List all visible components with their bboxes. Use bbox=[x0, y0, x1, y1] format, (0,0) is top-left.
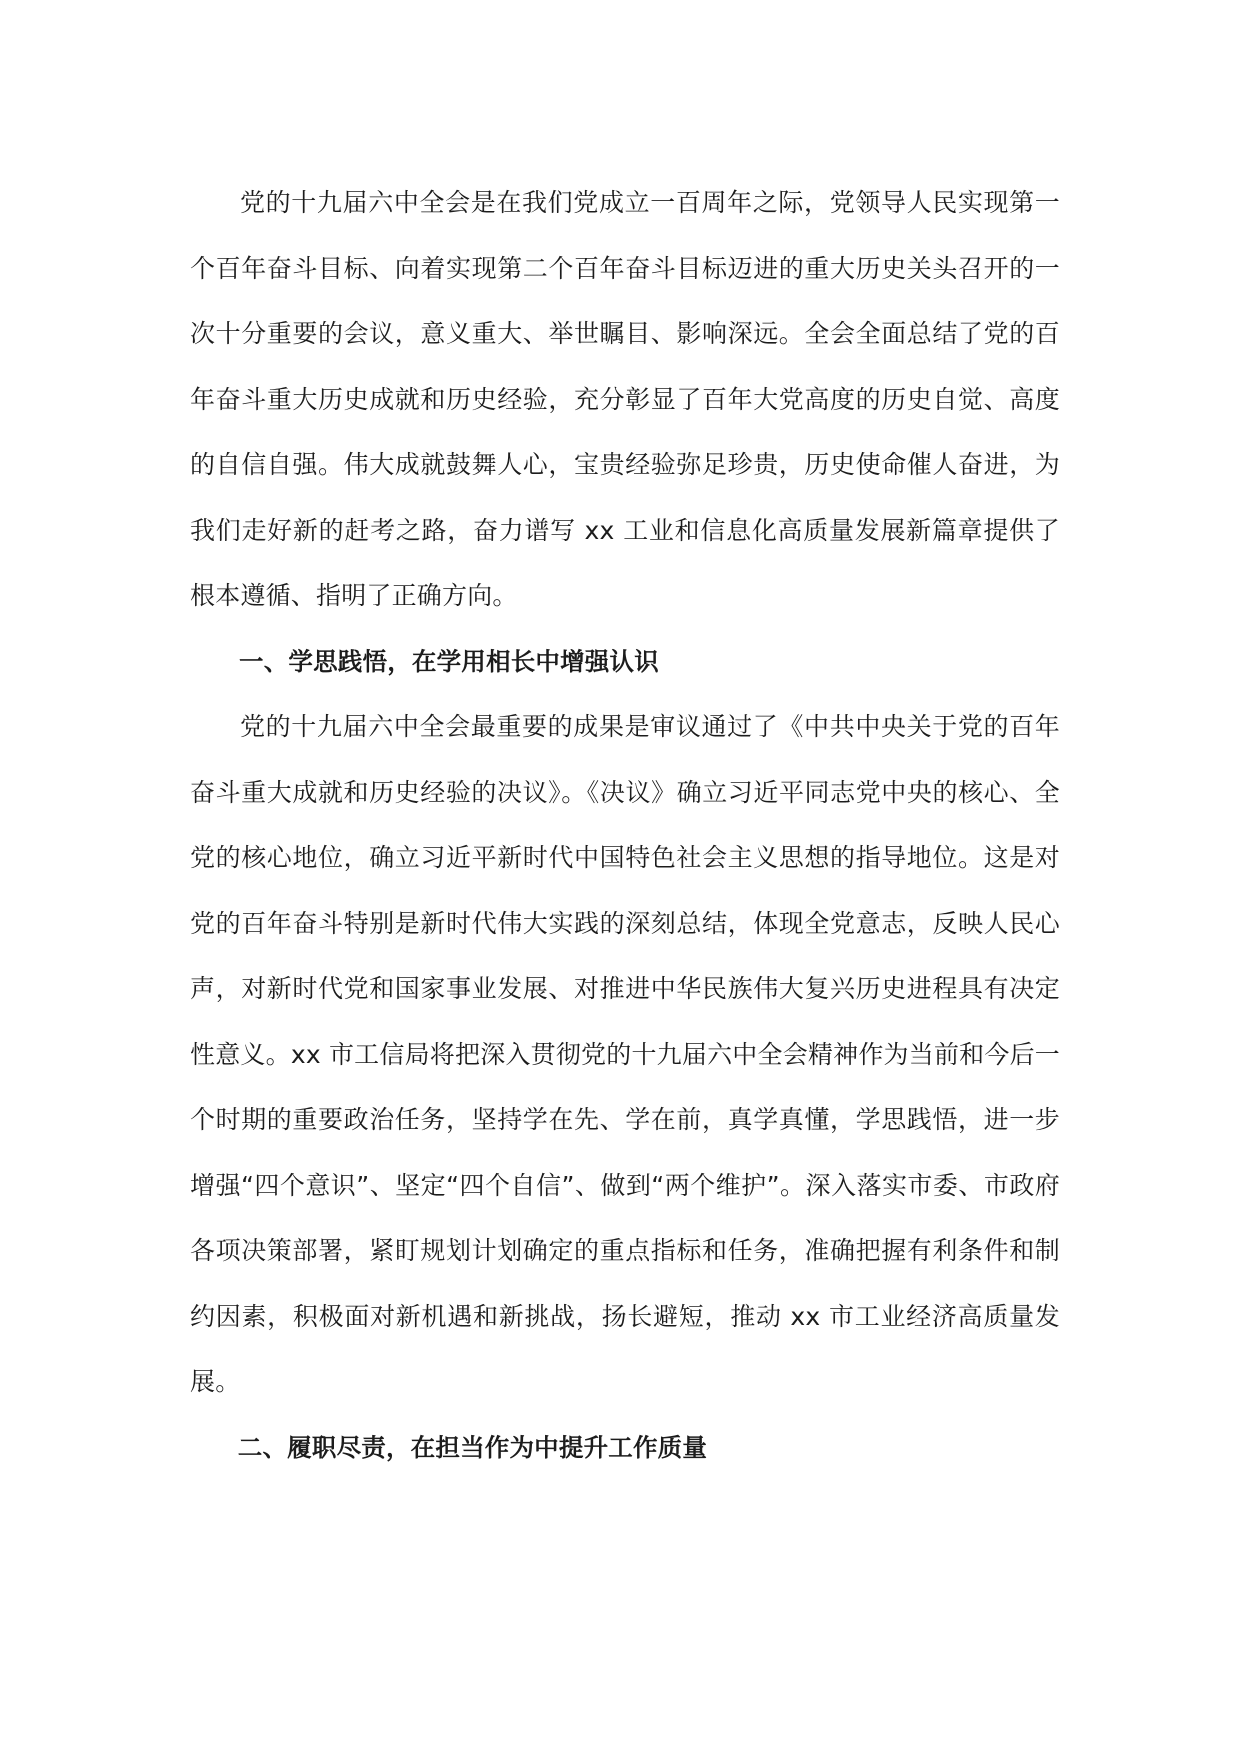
intro-paragraph: 党的十九届六中全会是在我们党成立一百周年之际，党领导人民实现第一个百年奋斗目标、向着实现第二个百年奋斗目标迈进的重大历史关头召开的一次十分重要的会议，意义重大、举世瞩目、影响深远。全会全面总结了党的百年奋斗重大历史成就和历史经验，充分彰显了百年大党高度的历史自觉、高度的自信自强。伟大成就鼓舞人心，宝贵经验弥足珍贵，历史使命催人奋进，为我们走好新的赶考之路，奋力谱写 xx 工业和信息化高质量发展新篇章提供了根本遵循、指明了正确方向。 bbox=[190, 188, 1060, 610]
section-heading-1: 一、学思践悟，在学用相长中增强认识 bbox=[239, 646, 659, 676]
section-1-paragraph: 党的十九届六中全会最重要的成果是审议通过了《中共中央关于党的百年奋斗重大成就和历史经验的决议》。《决议》确立习近平同志党中央的核心、全党的核心地位，确立习近平新时代中国特色社会主义思想的指导地位。这是对党的百年奋斗特别是新时代伟大实践的深刻总结，体现全党意志，反映人民心声，对新时代党和国家事业发展、对推进中华民族伟大复兴历史进程具有决定性意义。xx 市工信局将把深入贯彻党的十九届六中全会精神作为当前和今后一个时期的重要政治任务，坚持学在先、学在前，真学真懂，学思践悟，进一步增强“四个意识”、坚定“四个自信”、做到“两个维护”。深入落实市委、市政府各项决策部署，紧盯规划计划确定的重点指标和任务，准确把握有利条件和制约因素，积极面对新机遇和新挑战，扬长避短，推动 xx 市工业经济高质量发展。 bbox=[190, 712, 1060, 1396]
section-heading-2: 二、履职尽责，在担当作为中提升工作质量 bbox=[237, 1432, 708, 1462]
document-body bbox=[190, 170, 1060, 1480]
